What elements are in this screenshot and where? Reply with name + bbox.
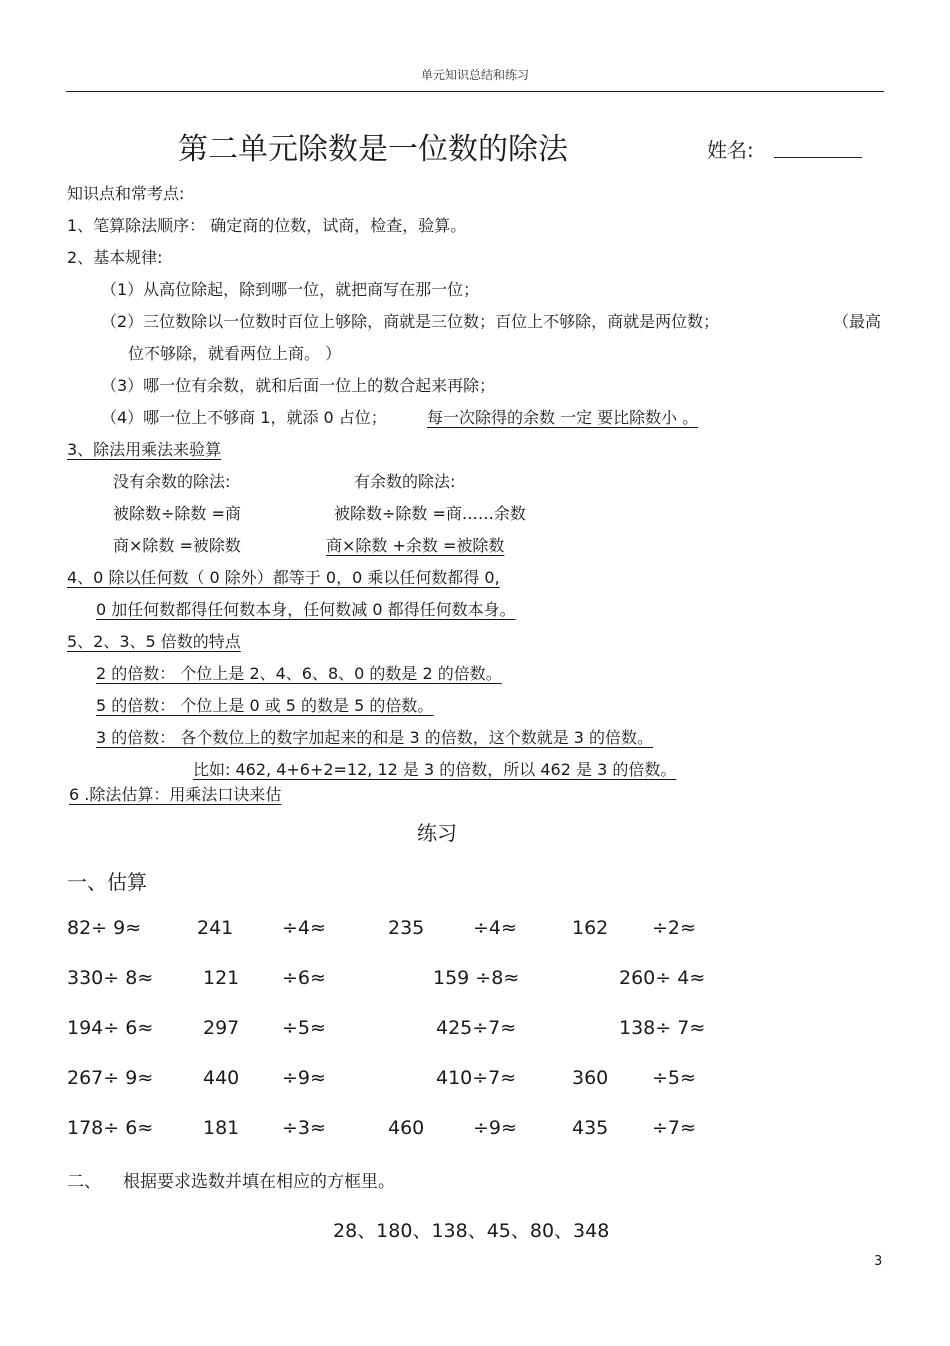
knowledge-heading: 知识点和常考点: [67,184,185,203]
knowledge-point-5: 5、2、3、5 倍数的特点 [67,632,241,651]
rule-4: （4）哪一位上不够商 1，就添 0 占位； [101,408,387,427]
estimate-item: 121 [203,967,240,989]
estimate-item: 360 [572,1067,609,1089]
knowledge-point-6: 6 .除法估算：用乘法口诀来估 [69,785,282,804]
remainder-formula-2: 商×除数 +余数 =被除数 [326,536,505,555]
estimate-item: ÷4≈ [473,917,517,939]
section-2-instruction: 根据要求选数并填在相应的方框里。 [123,1172,395,1192]
estimate-item: 440 [203,1067,240,1089]
running-header: 单元知识总结和练习 [420,68,529,82]
estimate-item: 260÷ 4≈ [619,967,706,989]
estimate-item: ÷9≈ [282,1067,326,1089]
page-title: 第二单元除数是一位数的除法 [178,132,568,167]
page-number: 3 [874,1254,883,1269]
estimate-item: 178÷ 6≈ [67,1117,154,1139]
remainder-formula-1: 被除数÷除数 =商……余数 [334,504,526,523]
estimate-item: ÷4≈ [282,917,326,939]
no-remainder-label: 没有余数的除法: [113,472,231,491]
rule-2: （2）三位数除以一位数时百位上够除，商就是三位数；百位上不够除，商就是两位数； [101,312,720,331]
estimate-item: 297 [203,1017,240,1039]
name-label: 姓名: [707,138,754,162]
no-remainder-formula-1: 被除数÷除数 =商 [113,504,241,523]
knowledge-point-1: 1、笔算除法顺序： 确定商的位数，试商，检查，验算。 [67,216,467,235]
knowledge-point-4: 4、0 除以任何数（ 0 除外）都等于 0，0 乘以任何数都得 0, [67,568,500,587]
section-1-heading: 一、估算 [67,870,147,894]
practice-heading: 练习 [417,821,457,845]
section-2-number: 二、 [67,1172,101,1192]
header-rule [66,91,884,92]
estimate-item: 330÷ 8≈ [67,967,154,989]
estimate-item: 194÷ 6≈ [67,1017,154,1039]
estimate-item: 138÷ 7≈ [619,1017,706,1039]
multiples-of-5: 5 的倍数： 个位上是 0 或 5 的数是 5 的倍数。 [96,696,434,715]
knowledge-point-4-cont: 0 加任何数都得任何数本身，任何数减 0 都得任何数本身。 [96,600,516,619]
estimate-item: 267÷ 9≈ [67,1067,154,1089]
estimate-item: ÷9≈ [473,1117,517,1139]
estimate-item: ÷6≈ [282,967,326,989]
estimate-item: 460 [388,1117,425,1139]
estimate-item: 425÷7≈ [436,1017,517,1039]
no-remainder-formula-2: 商×除数 =被除数 [113,536,241,555]
rule-4-emphasis: 每一次除得的余数 一定 要比除数小 。 [427,408,699,427]
knowledge-point-3: 3、除法用乘法来验算 [67,440,222,459]
estimate-item: 82÷ 9≈ [67,917,142,939]
rule-2-cont: 位不够除，就看两位上商。 ） [128,344,342,363]
estimate-item: ÷7≈ [652,1117,696,1139]
estimate-item: 410÷7≈ [436,1067,517,1089]
estimate-item: ÷5≈ [652,1067,696,1089]
multiples-of-2: 2 的倍数： 个位上是 2、4、6、8、0 的数是 2 的倍数。 [96,664,502,683]
multiples-of-3-example: 比如: 462, 4+6+2=12, 12 是 3 的倍数，所以 462 是 3 的倍数。 [193,760,677,779]
rule-2-tail: （最高 [833,312,882,331]
estimate-item: ÷2≈ [652,917,696,939]
estimate-item: 241 [197,917,234,939]
rule-1: （1）从高位除起，除到哪一位，就把商写在那一位； [101,280,480,299]
estimate-item: ÷5≈ [282,1017,326,1039]
name-blank[interactable] [774,157,862,158]
estimate-item: 435 [572,1117,609,1139]
estimate-item: 235 [388,917,425,939]
knowledge-point-2: 2、基本规律: [67,248,163,267]
remainder-label: 有余数的除法: [354,472,456,491]
estimate-item: 162 [572,917,609,939]
estimate-item: 159 ÷8≈ [433,967,520,989]
estimate-item: ÷3≈ [282,1117,326,1139]
rule-3: （3）哪一位有余数，就和后面一位上的数合起来再除； [101,376,496,395]
estimate-item: 181 [203,1117,240,1139]
multiples-of-3: 3 的倍数： 各个数位上的数字加起来的和是 3 的倍数，这个数就是 3 的倍数。 [96,728,654,747]
number-list: 28、180、138、45、80、348 [333,1220,610,1242]
